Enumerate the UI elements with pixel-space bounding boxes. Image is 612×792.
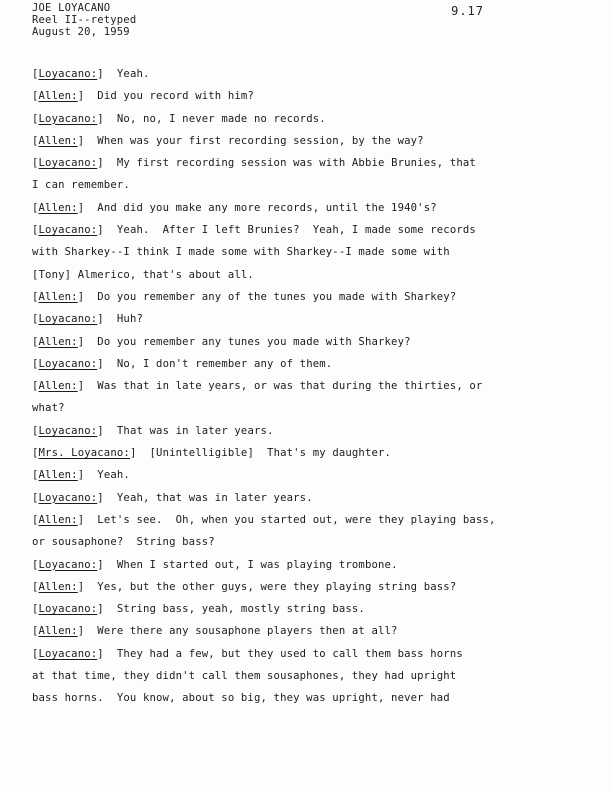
speaker-bracket-open: [ (32, 201, 39, 214)
speech-text: Was that in late years, or was that during the thirties, or (97, 380, 483, 393)
speaker-name: Loyacano: (38, 313, 98, 326)
speech-text: They had a few, but they used to call them bass horns (116, 647, 463, 660)
speaker-bracket-close: ] (77, 134, 98, 147)
transcript-line (32, 133, 592, 155)
speaker-label (32, 291, 97, 303)
interview-date: August 20, 1959 (32, 26, 130, 38)
speaker-label (32, 559, 117, 571)
transcript-line (32, 557, 592, 579)
speech-text: And did you make any more records, until the 1940's? (97, 201, 437, 214)
transcript-line (32, 601, 592, 623)
speech-text: No, no, I never made no records. (116, 112, 326, 125)
transcript-body (32, 66, 592, 713)
speaker-bracket-open: [ (32, 380, 39, 393)
transcript-line (32, 378, 592, 400)
transcript-line (32, 646, 592, 668)
speaker-label (32, 648, 117, 660)
transcript-line (32, 400, 592, 422)
speaker-bracket-open: [ (32, 580, 39, 593)
speaker-label (32, 625, 97, 637)
speech-text: Yeah. After I left Brunies? Yeah, I made some records (116, 224, 476, 237)
speaker-bracket-open: [ (32, 90, 39, 103)
page-number: 9.17 (451, 4, 484, 18)
speaker-name: Allen: (38, 625, 78, 638)
speaker-bracket-open: [ (32, 335, 39, 348)
speaker-label (32, 336, 97, 348)
transcript-line (32, 222, 592, 244)
transcript-line (32, 467, 592, 489)
speaker-bracket-open: [ (32, 469, 39, 482)
speaker-bracket-close: ] (97, 424, 117, 437)
transcript-line (32, 534, 592, 556)
speaker-bracket-close: ] (97, 224, 117, 237)
speaker-label (32, 469, 97, 481)
speaker-name: Allen: (38, 90, 78, 103)
speech-text: Did you record with him? (97, 90, 254, 103)
transcript-line (32, 579, 592, 601)
speaker-bracket-close: ] (77, 513, 98, 526)
transcript-line (32, 111, 592, 133)
speaker-bracket-open: [ (32, 134, 39, 147)
speaker-name: Mrs. Loyacano: (38, 447, 130, 460)
speech-text: When was your first recording session, by the way? (97, 134, 424, 147)
speaker-label (32, 113, 117, 125)
speaker-bracket-open: [ (32, 68, 39, 80)
speech-text: String bass, yeah, mostly string bass. (116, 603, 365, 616)
speech-text: Yes, but the other guys, were they playing string bass? (97, 580, 457, 593)
speaker-name: Allen: (38, 134, 78, 147)
speaker-label (32, 380, 97, 392)
speaker-bracket-close: ] (77, 335, 98, 348)
speech-text: Yeah, that was in later years. (116, 491, 313, 504)
speech-text: My first recording session was with Abbie Brunies, that (116, 157, 476, 170)
speaker-label (32, 313, 117, 325)
transcript-line (32, 289, 592, 311)
speaker-name: Allen: (38, 580, 78, 593)
speaker-bracket-close: ] (97, 112, 117, 125)
speaker-name: Loyacano: (38, 558, 98, 571)
transcript-line (32, 311, 592, 333)
speaker-bracket-open: [ (32, 603, 39, 616)
speaker-name: Loyacano: (38, 357, 98, 370)
speech-text: Were there any sousaphone players then at all? (97, 625, 398, 638)
speaker-label (32, 447, 150, 459)
transcript-line (32, 177, 592, 199)
speaker-bracket-close: ] (97, 313, 117, 326)
speaker-label (32, 358, 117, 370)
speaker-bracket-close: ] (97, 603, 117, 616)
speaker-bracket-open: [ (32, 112, 39, 125)
speaker-bracket-open: [ (32, 647, 39, 660)
speaker-bracket-open: [ (32, 357, 39, 370)
transcript-line (32, 155, 592, 177)
speech-text: I can remember. (32, 179, 130, 192)
interviewee-name: JOE LOYACANO (32, 2, 111, 14)
speaker-bracket-close: ] (77, 290, 98, 303)
transcript-line (32, 668, 592, 690)
transcript-line (32, 423, 592, 445)
speech-text: with Sharkey--I think I made some with Sharkey--I made some with (32, 246, 450, 259)
speaker-bracket-close: ] (97, 157, 117, 170)
speaker-bracket-open: [ (32, 290, 39, 303)
speaker-bracket-close: ] (97, 647, 117, 660)
speaker-bracket-open: [ (32, 447, 39, 460)
transcript-line (32, 490, 592, 512)
speaker-name: Allen: (38, 513, 78, 526)
transcript-line (32, 512, 592, 534)
speaker-label (32, 135, 97, 147)
reel-label: Reel II--retyped (32, 14, 137, 26)
transcript-line (32, 445, 592, 467)
speech-text: When I started out, I was playing trombone. (116, 558, 398, 571)
speaker-name: Loyacano: (38, 112, 98, 125)
speaker-bracket-close: ] (97, 68, 117, 80)
speaker-label (32, 603, 117, 615)
speech-text: bass horns. You know, about so big, they was upright, never had (32, 692, 450, 705)
speaker-bracket-close: ] (77, 469, 98, 482)
transcript-line (32, 88, 592, 110)
speaker-bracket-close: ] (77, 380, 98, 393)
speaker-name: Loyacano: (38, 647, 98, 660)
speaker-bracket-open: [ (32, 625, 39, 638)
speech-text: what? (32, 402, 65, 415)
speaker-name: Allen: (38, 469, 78, 482)
speech-text: That was in later years. (116, 424, 274, 437)
speaker-bracket-open: [ (32, 424, 39, 437)
speaker-bracket-open: [ (32, 224, 39, 237)
speaker-label (32, 90, 97, 102)
speaker-name: Loyacano: (38, 424, 98, 437)
speaker-bracket-open: [ (32, 157, 39, 170)
speaker-name: Loyacano: (38, 491, 98, 504)
speaker-bracket-close: ] (129, 447, 150, 460)
transcript-line (32, 334, 592, 356)
speaker-name: Allen: (38, 290, 78, 303)
speech-text: Yeah. (97, 469, 130, 482)
speech-text: Huh? (116, 313, 144, 326)
speech-text: Do you remember any tunes you made with Sharkey? (97, 335, 411, 348)
transcript-line (32, 267, 592, 289)
speech-text: Let's see. Oh, when you started out, were they playing bass, (97, 513, 496, 526)
speech-text: at that time, they didn't call them sousaphones, they had upright (32, 670, 457, 683)
speaker-label (32, 202, 97, 214)
speaker-bracket-open: [ (32, 513, 39, 526)
speaker-name: Loyacano: (38, 603, 98, 616)
transcript-line (32, 356, 592, 378)
speaker-bracket-close: ] (77, 625, 98, 638)
speech-text: or sousaphone? String bass? (32, 536, 215, 549)
speaker-bracket-close: ] (97, 357, 117, 370)
speaker-label (32, 425, 117, 437)
speech-text: No, I don't remember any of them. (116, 357, 333, 370)
transcript-line (32, 244, 592, 266)
speaker-bracket-close: ] (77, 201, 98, 214)
speaker-bracket-open: [ (32, 491, 39, 504)
speaker-label (32, 514, 97, 526)
speech-text: Do you remember any of the tunes you made with Sharkey? (97, 290, 457, 303)
speech-text: Yeah. (116, 68, 150, 80)
speaker-name: Loyacano: (38, 224, 98, 237)
transcript-line (32, 623, 592, 645)
speaker-label (32, 224, 117, 236)
speaker-bracket-close: ] (77, 90, 98, 103)
speaker-name: Loyacano: (38, 68, 98, 80)
transcript-line (32, 200, 592, 222)
transcript-line (32, 690, 592, 712)
speaker-bracket-open: [ (32, 313, 39, 326)
speaker-bracket-close: ] (77, 580, 98, 593)
speech-text: [Unintelligible] That's my daughter. (149, 447, 392, 460)
speaker-label (32, 492, 117, 504)
speaker-name: Loyacano: (38, 157, 98, 170)
transcript-line (32, 66, 592, 88)
speaker-label (32, 68, 117, 80)
speech-text: [Tony] Almerico, that's about all. (32, 268, 254, 281)
document-header (32, 2, 136, 38)
speaker-name: Allen: (38, 201, 78, 214)
speaker-bracket-open: [ (32, 558, 39, 571)
speaker-name: Allen: (38, 380, 78, 393)
speaker-name: Allen: (38, 335, 78, 348)
speaker-label (32, 581, 97, 593)
speaker-bracket-close: ] (97, 491, 117, 504)
speaker-bracket-close: ] (97, 558, 117, 571)
speaker-label (32, 157, 117, 169)
